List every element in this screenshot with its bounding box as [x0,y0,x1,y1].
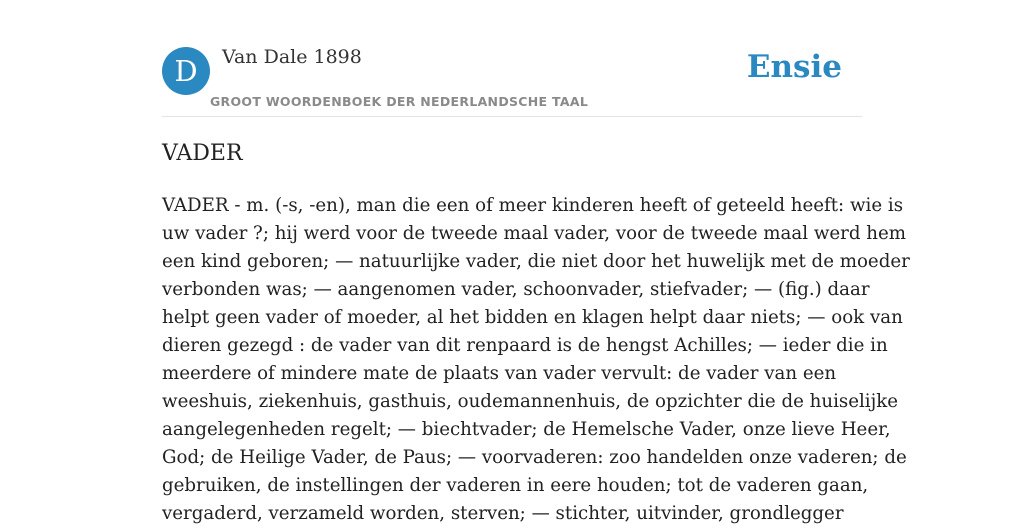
definition-line: God; de Heilige Vader, de Paus; — voorvaderen: zoo handelden onze vaderen; de [162,447,907,468]
definition-line: uw vader ?; hij werd voor de tweede maal vader, voor de tweede maal werd hem [162,223,906,244]
definition-line: vergaderd, verzameld worden, sterven; — stichter, uitvinder, grondlegger [162,503,844,524]
entry-definition [162,192,910,528]
dictionary-title[interactable]: Van Dale 1898 [222,46,362,68]
definition-line: gebruiken, de instellingen der vaderen in eere houden; tot de vaderen gaan, [162,475,869,496]
definition-line: verbonden was; — aangenomen vader, schoonvader, stiefvader; — (fig.) daar [162,279,870,300]
entry-title: VADER [162,141,243,166]
definition-line: helpt geen vader of moeder, al het bidden en klagen helpt daar niets; — ook van [162,307,903,328]
page [162,0,910,524]
dictionary-subtitle: GROOT WOORDENBOEK DER NEDERLANDSCHE TAAL [210,94,589,109]
definition-line: aangelegenheden regelt; — biechtvader; de Hemelsche Vader, onze lieve Heer, [162,419,891,440]
definition-line: een kind geboren; — natuurlijke vader, die niet door het huwelijk met de moeder [162,251,910,272]
dictionary-header [162,0,862,117]
brand-logo[interactable]: Ensie [746,49,842,85]
dictionary-logo[interactable]: D [162,47,210,95]
definition-line: meerdere of mindere mate de plaats van vader vervult: de vader van een [162,363,837,384]
definition-line: dieren gezegd : de vader van dit renpaard is de hengst Achilles; — ieder die in [162,335,888,356]
definition-line: weeshuis, ziekenhuis, gasthuis, oudemannenhuis, de opzichter die de huiselijke [162,391,899,412]
definition-line: VADER - m. (-s, -en), man die een of meer kinderen heeft of geteeld heeft: wie is [162,195,904,216]
